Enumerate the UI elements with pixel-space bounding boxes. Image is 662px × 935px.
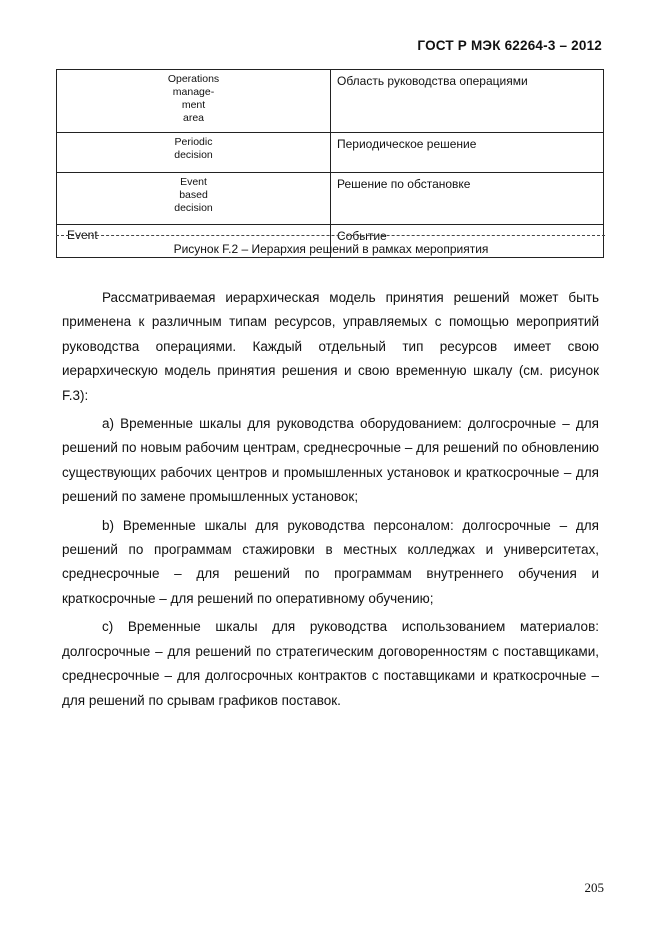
decision-hierarchy-figure	[56, 69, 604, 258]
figure-label-en-text: Event based decision	[174, 176, 213, 214]
page-number: 205	[584, 880, 604, 895]
figure-bottom-rule	[56, 235, 605, 236]
list-item-c: c) Временные шкалы для руководства использованием материалов: долгосрочные – для решений по стратегическим договоренностям с поставщиками, среднесрочные – для долгосрочных контрактов с поставщиками и краткосрочные – для решений по срывам графиков поставок.	[62, 619, 599, 708]
figure-label-ru: Периодическое решение	[331, 133, 604, 173]
figure-label-en	[57, 173, 331, 225]
figure-row	[57, 133, 604, 173]
figure-label-ru: Событие	[331, 225, 604, 258]
figure-row	[57, 173, 604, 225]
paragraph: Рассматриваемая иерархическая модель принятия решений может быть применена к различным типам ресурсов, управляемых с помощью мероприятий руководства операциями. Каждый отдельный тип ресурсов имеет свою иерархическую модель принятия решения и свою временную шкалу (см. рисунок F.3):	[62, 290, 599, 403]
document-header: ГОСТ Р МЭК 62264-3 – 2012	[417, 38, 602, 53]
figure-row	[57, 70, 604, 133]
list-item-b: b) Временные шкалы для руководства персоналом: долгосрочные – для решений по программам стажировки в местных колледжах и университетах, среднесрочные – для решений по программам внутреннего обучения и краткосрочные – для решений по оперативному обучению;	[62, 517, 599, 606]
figure-label-en	[57, 70, 331, 133]
list-item-a: a) Временные шкалы для руководства оборудованием: долгосрочные – для решений по новым рабочим центрам, среднесрочные – для решений по обновлению существующих рабочих центров и промышленных установок и краткосрочные – для решений по замене промышленных установок;	[62, 416, 599, 505]
figure-label-en	[57, 133, 331, 173]
figure-label-ru: Область руководства операциями	[331, 70, 604, 133]
figure-label-en: Event	[57, 225, 331, 258]
figure-label-ru: Решение по обстановке	[331, 173, 604, 225]
body-text	[62, 286, 599, 717]
figure-caption: Рисунок F.2 – Иерархия решений в рамках мероприятия	[173, 242, 489, 256]
figure-label-en-text: Periodic decision	[174, 136, 213, 161]
figure-label-en-text: Operations manage- ment area	[167, 73, 220, 124]
